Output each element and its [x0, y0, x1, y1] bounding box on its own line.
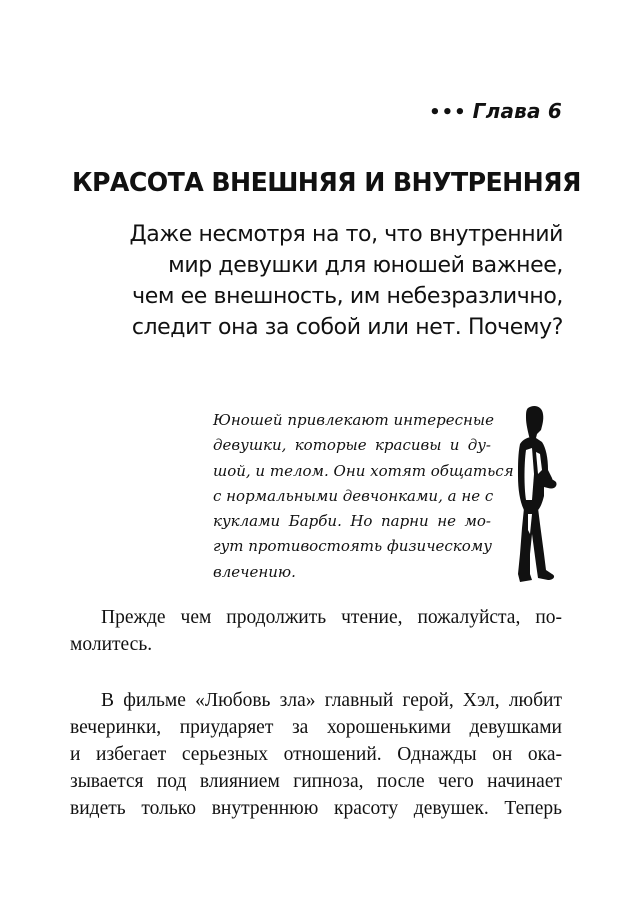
paragraph-line: и избегает серьезных отношений. Однажды он ока- — [70, 744, 562, 765]
bullet-dots-icon: ••• — [429, 102, 467, 123]
paragraph-line: В фильме «Любовь зла» главный герой, Хэл, любит — [101, 690, 562, 711]
paragraph-line: видеть только внутреннюю красоту девушек. Теперь — [70, 798, 562, 819]
chapter-subtitle — [43, 219, 563, 343]
chapter-title: КРАСОТА ВНЕШНЯЯ И ВНУТРЕННЯЯ — [72, 168, 581, 198]
quote-line: влечению. — [213, 562, 296, 581]
body-paragraph — [70, 687, 562, 822]
standing-man-silhouette-icon — [508, 404, 562, 584]
subtitle-line: следит она за собой или нет. Почему? — [131, 315, 563, 340]
paragraph-line: молитесь. — [70, 634, 153, 655]
paragraph-line: Прежде чем продолжить чтение, пожалуйста, по- — [101, 607, 562, 628]
subtitle-line: Даже несмотря на то, что внутренний — [129, 222, 563, 247]
quote-line: девушки, которые красивы и ду- — [213, 436, 491, 455]
quote-line: куклами Барби. Но парни не мо- — [213, 512, 491, 531]
chapter-label — [429, 99, 562, 123]
chapter-number: Глава 6 — [472, 99, 562, 123]
quote-line: с нормальными девчонками, а не с — [213, 486, 494, 505]
subtitle-line: мир девушки для юношей важнее, — [168, 253, 563, 278]
pull-quote — [213, 408, 514, 585]
paragraph-line: вечеринки, приударяет за хорошенькими девушками — [70, 717, 562, 738]
subtitle-line: чем ее внешность, им небезразлично, — [132, 284, 563, 309]
quote-line: гут противостоять физическому — [213, 537, 492, 556]
quote-line: Юношей привлекают интересные — [213, 411, 495, 429]
body-paragraph — [70, 604, 562, 658]
quote-line: шой, и телом. Они хотят общаться — [213, 461, 514, 480]
paragraph-line: зывается под влиянием гипноза, после чего начинает — [70, 771, 562, 792]
